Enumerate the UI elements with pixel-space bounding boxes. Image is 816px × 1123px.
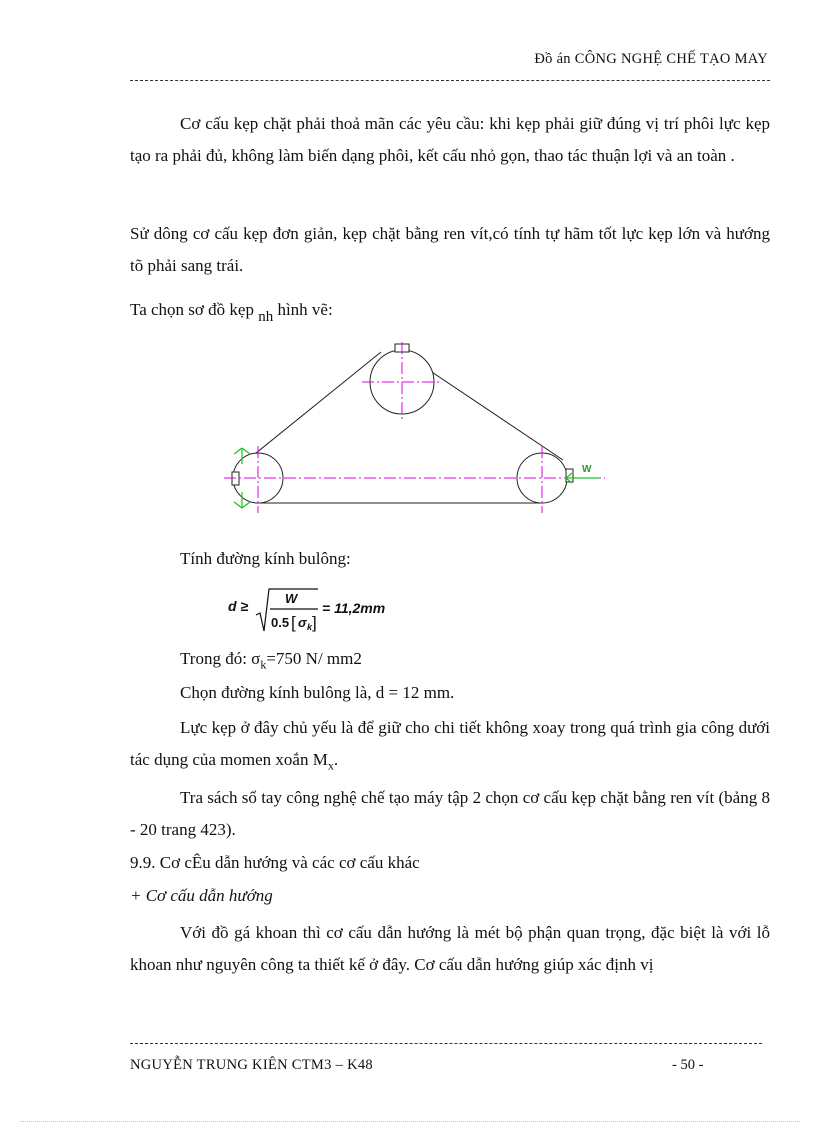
sigma-definition: Trong đó: $\sigma_k=750$ N/ mm2 xyxy=(180,649,362,672)
paragraph-guiding-mechanism: Với đồ gá khoan thì cơ cấu dẫn hướng là mét bộ phận quan trọng, đặc biệt là với lỗ khoan như nguyên công ta thiết kế ở đây. Cơ cấu dẫn hướng giúp xác định vị xyxy=(130,923,770,974)
footer-author: NGUYỄN TRUNG KIÊN CTM3 – K48 xyxy=(130,1057,373,1073)
paragraph-clamping-choice: Sử dông cơ cấu kẹp đơn giản, kẹp chặt bằng ren vít,có tính tự hãm tốt lực kẹp lớn và hướng tõ phải sang trái. xyxy=(130,224,770,275)
formula-sigma: σ xyxy=(298,615,307,630)
belt-line-left xyxy=(240,352,381,466)
section-title: 9.9. Cơ cÊu dẫn hướng và các cơ cấu khác xyxy=(130,853,420,872)
formula-bracket-right: ] xyxy=(312,613,317,632)
formula-bracket-left: [ xyxy=(291,613,296,632)
formula-lhs: d ≥ xyxy=(228,598,249,614)
paragraph-diagram-intro: Ta chọn sơ đồ kẹp $_{nh}$ hình vẽ: xyxy=(130,300,333,325)
paragraph-clamping-force: Lực kẹp ở đây chủ yếu là để giữ cho chi tiết không xoay trong quá trình gia công dưới tác dụng của momen xoắn $M_x$. xyxy=(130,718,770,773)
header-divider xyxy=(130,80,770,81)
subsection-title: + Cơ cấu dẫn hướng xyxy=(130,886,273,905)
clamping-diagram xyxy=(220,338,610,518)
page-bottom-border xyxy=(20,1121,800,1122)
calc-intro: Tính đường kính bulông: xyxy=(180,549,351,568)
force-label: W xyxy=(582,464,592,475)
page-number: - 50 - xyxy=(672,1057,704,1073)
bolt-diameter-formula xyxy=(228,583,398,639)
formula-coef: 0.5 xyxy=(271,615,290,630)
footer-divider xyxy=(130,1043,762,1044)
paragraph-clamping-requirements: Cơ cấu kẹp chặt phải thoả mãn các yêu cầu: khi kẹp phải giữ đúng vị trí phôi lực kẹp tạo ra phải đủ, không làm biến dạng phôi, kết cấu nhỏ gọn, thao tác thuận lợi và an toàn . xyxy=(130,114,770,165)
paragraph-reference: Tra sách sổ tay công nghệ chế tạo máy tập 2 chọn cơ cấu kẹp chặt bằng ren vít (bảng 8 - 20 trang 423). xyxy=(130,788,770,839)
bolt-choice: Chọn đường kính bulông là, d = 12 mm. xyxy=(180,683,455,702)
header-title: Đồ án CÔNG NGHỆ CHẾ TẠO MAY xyxy=(534,51,768,67)
formula-numerator: W xyxy=(285,591,298,606)
formula-sigma-sub: k xyxy=(307,622,313,632)
formula-result: = 11,2mm xyxy=(322,600,386,616)
